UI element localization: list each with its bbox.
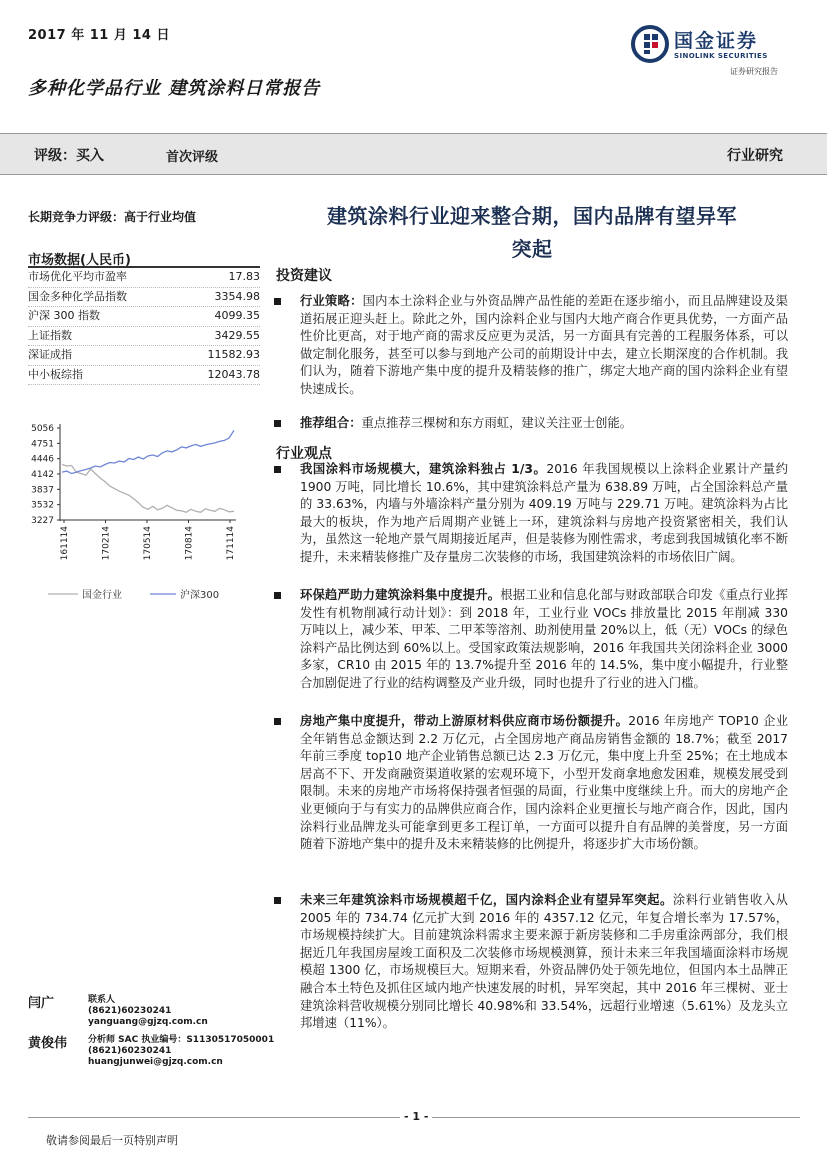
invest-item-text: 重点推荐三棵树和东方雨虹，建议关注亚士创能。 — [361, 416, 633, 430]
main-title-line2: 突起 — [511, 237, 553, 261]
chart-y-tick-label: 3532 — [31, 500, 54, 511]
brand-subtitle: 证券研究报告 — [730, 67, 778, 76]
invest-item-heading: 行业策略： — [300, 294, 363, 308]
author-contact — [88, 1035, 274, 1068]
view-item-text: 2016 年我国规模以上涂料企业累计产量约 1900 万吨，同比增长 10.6%，其中建筑涂料总产量为 638.89 万吨，占全国涂料总产量的 33.63%，内墙与外墙涂料产量分别为 409.19 万吨与 229.71 万吨。建筑涂料为占比最大的板块，作为地产后周期产业链上一环，建筑涂料与房地产投资紧密相关，我们认为，虽然这一轮地产景气周期接近尾声，但是装修为刚性需求，考虑到我国城镇化率不断提升，未来精装修推广及存量房二次装修的市场，我国建筑涂料的市场依旧广阔。 — [300, 462, 788, 564]
bullet-icon — [274, 718, 281, 725]
coverage-label: 首次评级 — [166, 150, 219, 165]
author-name: 黄俊伟 — [28, 1036, 68, 1051]
chart-y-tick-label: 5056 — [31, 424, 54, 434]
view-item-text: 2016 年房地产 TOP10 企业全年销售总金额达到 2.2 万亿元，占全国房地产商品房销售金额的 18.7%；截至 2017 年前三季度 top10 地产企业销售总额已达 2.3 万亿元，集中度上升至 25%；在土地成本居高不下、开发商融资渠道收紧的宏观环境下，小型开发商拿地愈发困难，规模发展受到限制。未来的房地产市场将保持强者恒强的局面，行业集中度继续上升。而大的房地产企业更倾向于与有实力的品牌供应商合作，国内涂料企业更擅长与地产商合作，因此，国内涂料行业品牌龙头可能拿到更多工程订单，一方面可以提升自有品牌的美誉度，另一方面随着下游地产集中的提升及未来精装修的比例提升，将逐步扩大市场份额。 — [300, 714, 788, 852]
view-item-text: 涂料行业销售收入从 2005 年的 734.74 亿元扩大到 2016 年的 4357.12 亿元，年复合增长率为 17.57%，市场规模持续扩大。目前建筑涂料需求主要来源于新房装修和二手房重涂两部分，我们根据近几年我国房屋竣工面积及二次装修市场规模测算，预计未来三年我国墙面涂料市场规模超 1300 亿，市场规模巨大。短期来看，外资品牌仍处于领先地位，但国内本土品牌正融合本土特色及抓住区域内地产快速发展的时机，异军突起，其中 2016 年三棵树、亚士建筑涂料营收规模分别同比增长 40.98%和 33.54%，远超行业增速（5.61%）及龙头立邦增速（11%）。 — [300, 893, 788, 1031]
series-line-industry — [62, 465, 234, 513]
market-row — [28, 268, 260, 288]
brand-logo — [630, 24, 810, 82]
author-email[interactable]: huangjunwei@gjzq.com.cn — [88, 1057, 223, 1067]
section-investment: 投资建议 — [276, 268, 332, 284]
market-row-label: 国金多种化学品指数 — [28, 289, 127, 303]
category-label: 行业研究 — [727, 148, 783, 164]
bullet-icon — [274, 897, 281, 904]
market-row-value: 3354.98 — [214, 289, 260, 303]
invest-item-text: 国内本土涂料企业与外资品牌产品性能的差距在逐步缩小，而且品牌建设及渠道拓展正迎头赶上。除此之外，国内涂料企业与国内大地产商合作更具优势，一方面产品性价比更高，对于地产商的需求反应更为灵活，另一方面具有完善的工程服务体系，可以做定制化服务，甚至可以参与到地产公司的前期设计中去，建立长期深度的合作机制。我们认为，随着下游地产集中度的提升及精装修的推广，绑定大地产商的国内涂料企业有望快速成长。 — [300, 294, 788, 396]
sinolink-logo-icon — [630, 24, 670, 64]
market-row — [28, 307, 260, 327]
market-row-value: 12043.78 — [207, 367, 260, 381]
view-item — [300, 713, 788, 854]
main-title — [272, 200, 792, 266]
legend-label-hs300: 沪深300 — [180, 590, 220, 601]
bullet-icon — [274, 592, 281, 599]
report-header-title: 多种化学品行业 建筑涂料日常报告 — [28, 78, 321, 99]
author-role: 联系人 — [88, 995, 116, 1005]
market-row-value: 3429.55 — [214, 328, 260, 342]
author-email[interactable]: yanguang@gjzq.com.cn — [88, 1017, 208, 1027]
view-item-heading: 我国涂料市场规模大，建筑涂料独占 1/3。 — [300, 462, 547, 476]
brand-english-name: SINOLINK SECURITIES — [674, 52, 768, 60]
market-data-table — [28, 266, 260, 385]
legend-label-industry: 国金行业 — [82, 590, 122, 601]
market-row-value: 11582.93 — [207, 348, 260, 361]
brand-name: 国金证券 — [674, 30, 759, 52]
market-row — [28, 327, 260, 347]
rating-band — [0, 133, 827, 175]
view-item — [300, 461, 788, 567]
chart-x-tick-label: 170514 — [143, 526, 153, 561]
market-row — [28, 288, 260, 308]
market-row-value: 17.83 — [228, 270, 260, 283]
view-item-heading: 环保趋严助力建筑涂料集中度提升。 — [300, 588, 501, 602]
invest-item-heading: 推荐组合： — [300, 416, 362, 430]
author-phone: (8621)60230241 — [88, 1046, 172, 1056]
market-row — [28, 366, 260, 386]
view-item-heading: 房地产集中度提升，带动上游原材料供应商市场份额提升。 — [300, 714, 629, 728]
chart-y-tick-label: 4446 — [31, 454, 54, 465]
chart-y-tick-label: 4751 — [31, 439, 54, 450]
view-item — [300, 892, 788, 1033]
chart-y-tick-label: 3227 — [31, 516, 54, 526]
market-row-value: 4099.35 — [214, 309, 260, 322]
bullet-icon — [274, 298, 281, 305]
chart-x-tick-label: 161114 — [60, 526, 70, 561]
series-line-hs300 — [62, 430, 234, 473]
market-row-label: 沪深 300 指数 — [28, 309, 100, 322]
main-title-line1: 建筑涂料行业迎来整合期，国内品牌有望异军 — [327, 204, 737, 228]
view-item-heading: 未来三年建筑涂料市场规模超千亿，国内涂料企业有望异军突起。 — [300, 893, 673, 907]
market-row-label: 深证成指 — [28, 348, 72, 361]
invest-item — [300, 293, 788, 399]
chart-y-tick-label: 3837 — [31, 485, 54, 496]
author-phone: (8621)60230241 — [88, 1006, 172, 1016]
market-row-label: 上证指数 — [28, 328, 72, 342]
market-row — [28, 346, 260, 366]
view-item-text: 根据工业和信息化部与财政部联合印发《重点行业挥发性有机物削减行动计划》：到 2018 年，工业行业 VOCs 排放量比 2015 年削减 330 万吨以上，减少苯、甲苯、二甲苯等溶剂、助剂使用量 20%以上，低（无）VOCs 的绿色涂料产品比例达到 60%以上。受国家政策法规影响，2016 年我国共关闭涂料企业 3000 多家，CR10 由 2015 年的 13.7%提升至 2016 年的 14.5%，集中度小幅提升，行业整合加剧促进了行业的结构调整及产业升级，同时也提升了行业的进入门槛。 — [300, 588, 788, 690]
bullet-icon — [274, 420, 281, 427]
author-role: 分析师 SAC 执业编号：S1130517050001 — [88, 1035, 275, 1045]
market-data-title: 市场数据(人民币) — [28, 253, 131, 268]
market-row-label: 市场优化平均市盈率 — [28, 270, 127, 283]
market-row-label: 中小板综指 — [28, 367, 83, 381]
bullet-icon — [274, 466, 281, 473]
section-industry-view: 行业观点 — [276, 446, 332, 462]
competitiveness-rating: 长期竞争力评级：高于行业均值 — [28, 210, 197, 224]
chart-y-tick-label: 4142 — [31, 469, 54, 480]
author-name: 闫广 — [28, 996, 55, 1011]
report-date: 2017 年 11 月 14 日 — [28, 28, 170, 43]
author-contact — [88, 995, 208, 1028]
page-number: - 1 - — [400, 1110, 432, 1123]
chart-x-tick-label: 170214 — [101, 526, 112, 561]
chart-x-tick-label: 171114 — [226, 526, 236, 561]
rating-label: 评级：买入 — [34, 148, 104, 164]
index-comparison-chart — [22, 412, 246, 612]
invest-item — [300, 415, 788, 433]
view-item — [300, 587, 788, 693]
chart-x-tick-label: 170814 — [184, 526, 195, 561]
footer-disclaimer: 敬请参阅最后一页特别声明 — [46, 1134, 178, 1147]
